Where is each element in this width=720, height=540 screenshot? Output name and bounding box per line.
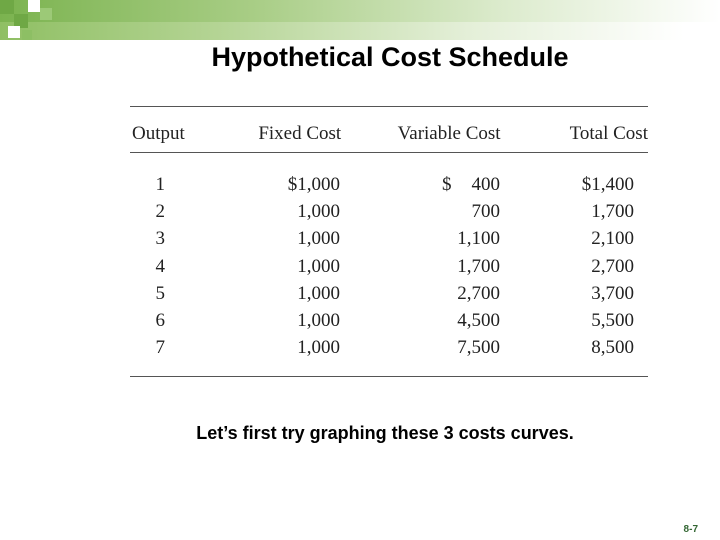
cell-variable: 2,700 — [457, 282, 500, 304]
cell-output: 7 — [155, 337, 165, 359]
header-strip — [0, 0, 720, 22]
table-row — [130, 171, 648, 198]
header-banner — [0, 0, 720, 40]
cell-total: 3,700 — [591, 282, 634, 304]
cell-output: 5 — [155, 282, 165, 304]
slide-number: 8-7 — [683, 524, 698, 535]
cell-variable: 7,500 — [457, 337, 500, 359]
cell-variable: 4,500 — [457, 310, 500, 332]
cell-total: 8,500 — [591, 337, 634, 359]
cell-output: 6 — [155, 310, 165, 332]
table-row — [130, 307, 648, 334]
cell-output: 3 — [155, 228, 165, 250]
decor-block — [28, 0, 40, 12]
cell-variable — [340, 174, 500, 196]
decor-block — [22, 30, 32, 40]
table-header-row — [130, 107, 648, 147]
cell-total: 5,500 — [591, 310, 634, 332]
cell-total: $1,400 — [581, 173, 634, 195]
cost-table — [130, 106, 648, 377]
slide-title: Hypothetical Cost Schedule — [211, 42, 569, 72]
cell-fixed: 1,000 — [297, 310, 340, 332]
cell-output: 1 — [155, 173, 165, 195]
table-row — [130, 226, 648, 253]
cell-fixed: 1,000 — [297, 255, 340, 277]
header-output: Output — [132, 123, 185, 144]
cell-fixed: 1,000 — [297, 228, 340, 250]
header-variable-cost: Variable Cost — [397, 123, 501, 144]
table-row — [130, 280, 648, 307]
cell-total: 1,700 — [591, 200, 634, 222]
cell-variable-value: 400 — [471, 173, 500, 195]
cell-variable: 700 — [471, 200, 500, 222]
table-body — [130, 153, 648, 362]
decor-block — [8, 26, 20, 38]
cell-fixed: 1,000 — [297, 200, 340, 222]
decor-block — [40, 8, 52, 20]
slide-caption: Let’s first try graphing these 3 costs curves. — [196, 423, 574, 443]
cell-total: 2,700 — [591, 255, 634, 277]
cell-fixed: $1,000 — [287, 173, 340, 195]
header-total-cost: Total Cost — [569, 123, 648, 144]
cell-variable: 1,100 — [457, 228, 500, 250]
cell-fixed: 1,000 — [297, 282, 340, 304]
cell-output: 4 — [155, 255, 165, 277]
decor-block — [0, 0, 14, 14]
cell-variable: 1,700 — [457, 255, 500, 277]
table-row — [130, 198, 648, 225]
table-row — [130, 253, 648, 280]
table-bottom-rule — [130, 376, 648, 377]
cell-variable-sign: $ — [442, 173, 452, 195]
cell-total: 2,100 — [591, 228, 634, 250]
table-row — [130, 335, 648, 362]
cell-variable-group — [442, 174, 500, 196]
cell-fixed: 1,000 — [297, 337, 340, 359]
header-fixed-cost: Fixed Cost — [258, 123, 342, 144]
cell-output: 2 — [155, 200, 165, 222]
